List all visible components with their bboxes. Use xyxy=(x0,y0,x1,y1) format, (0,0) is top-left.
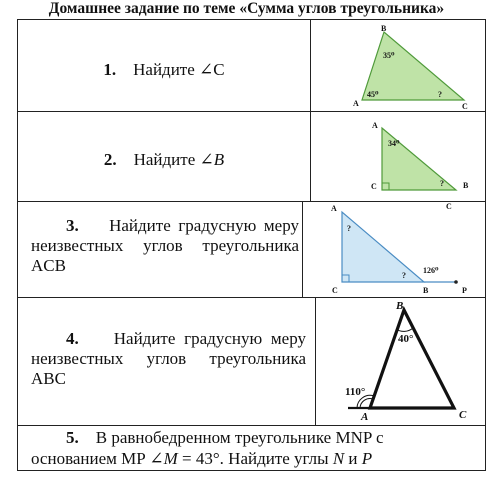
task-4 xyxy=(31,329,306,389)
unknown-angle-label: ? xyxy=(440,179,444,188)
column-divider xyxy=(315,297,316,425)
exterior-angle-label: 126⁰ xyxy=(423,266,439,275)
task-5 xyxy=(31,427,481,469)
triangle-figure-1 xyxy=(340,24,480,114)
task-2 xyxy=(18,150,310,170)
angle-label-b: 35⁰ xyxy=(383,51,395,60)
task-text: Найдите градусную меру неизвестных углов треугольника ABC xyxy=(31,329,307,388)
task-number: 3. xyxy=(66,216,79,235)
triangle-figure-3 xyxy=(326,200,486,298)
point-label-p: P xyxy=(462,286,467,295)
point-p xyxy=(454,280,458,284)
task-number: 5. xyxy=(66,428,79,447)
task-angle: C xyxy=(213,60,225,79)
unknown-angle-b: ? xyxy=(402,271,406,280)
exterior-angle-label: 110° xyxy=(345,386,366,398)
task-1 xyxy=(18,60,310,80)
vertex-label-c: C xyxy=(459,409,467,421)
task-angle: B xyxy=(213,150,225,169)
task-text: Найдите градусную меру неизвестных углов треугольника ACB xyxy=(31,216,299,275)
triangle-shape xyxy=(382,128,456,190)
row-divider xyxy=(18,425,485,426)
angle-label-a: 34⁰ xyxy=(388,139,400,148)
task-number: 2. xyxy=(103,150,117,169)
page-title: Домашнее задание по теме «Сумма углов треугольника» xyxy=(48,0,445,17)
vertex-label-c: C xyxy=(332,286,338,295)
vertex-label-a: A xyxy=(372,121,378,130)
vertex-label-c-top: C xyxy=(446,202,452,211)
column-divider xyxy=(302,201,303,298)
angle-label-b: 40° xyxy=(398,333,414,345)
angle-label-a: 45⁰ xyxy=(367,90,379,99)
task-number: 4. xyxy=(66,329,79,348)
vertex-label-a: A xyxy=(331,204,337,213)
vertex-label-b: B xyxy=(463,181,469,190)
vertex-label-b: B xyxy=(381,24,387,33)
vertex-label-c: C xyxy=(371,182,377,191)
vertex-label-a: A xyxy=(353,99,359,108)
triangle-figure-4 xyxy=(342,298,482,424)
column-divider xyxy=(310,20,311,201)
task-5-line-2: основанием MP ∠M = 43°. Найдите углы N и P xyxy=(31,449,373,468)
task-text: В равнобедренном треугольнике MNP с xyxy=(95,428,384,447)
triangle-figure-2 xyxy=(370,118,480,198)
vertex-label-a: A xyxy=(361,411,369,423)
vertex-label-c: C xyxy=(462,102,468,111)
task-text: Найдите ∠ xyxy=(133,150,214,169)
task-5-line-1 xyxy=(31,427,481,448)
vertex-label-b: B xyxy=(396,300,404,312)
unknown-angle-a: ? xyxy=(347,224,351,233)
triangle-shape xyxy=(370,310,454,408)
task-3 xyxy=(31,216,299,276)
vertex-label-b: B xyxy=(423,286,429,295)
task-text: Найдите ∠ xyxy=(133,60,214,79)
triangle-shape xyxy=(342,212,424,282)
task-number: 1. xyxy=(103,60,117,79)
unknown-angle-label: ? xyxy=(438,90,442,99)
